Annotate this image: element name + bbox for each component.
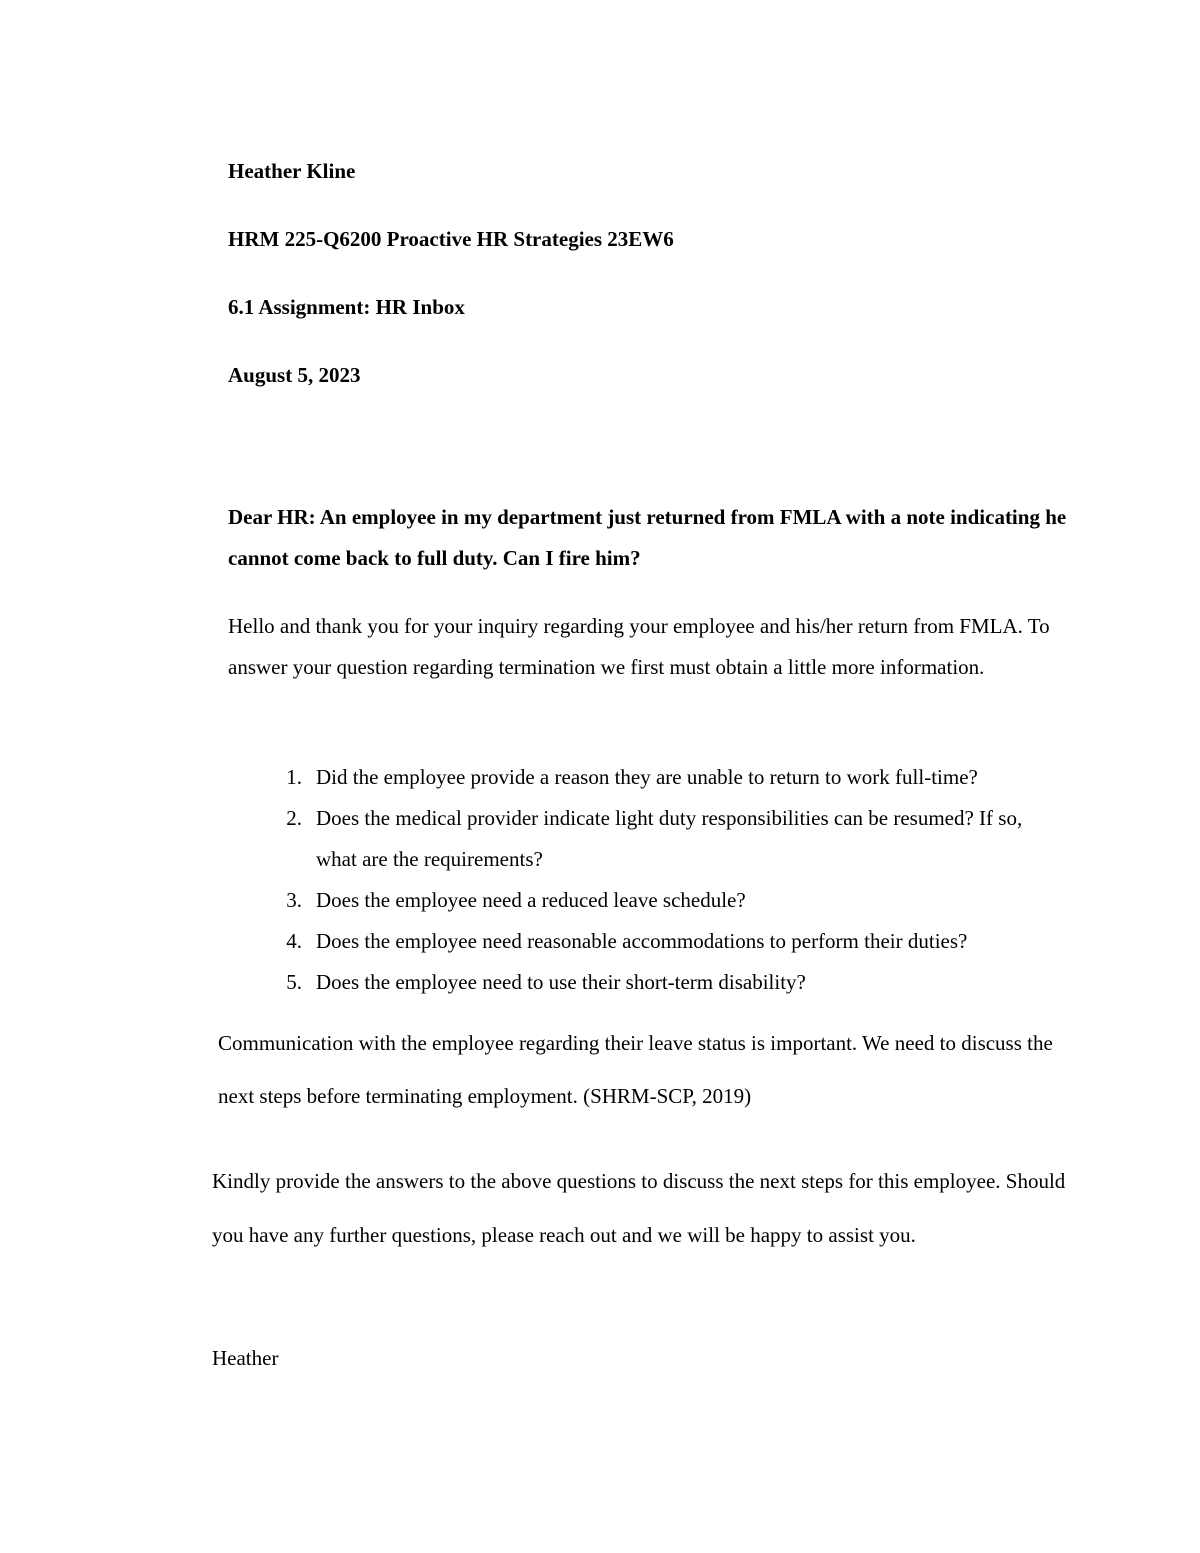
list-item-number: 4.: [286, 929, 302, 953]
list-item-text: Does the employee need a reduced leave schedule?: [316, 888, 746, 912]
list-item-number: 5.: [286, 970, 302, 994]
author-name: Heather Kline: [228, 159, 356, 183]
list-item: [0, 757, 1200, 798]
intro-paragraph: Hello and thank you for your inquiry regarding your employee and his/her return from FMLA. To answer your question regarding termination we first must obtain a little more information.: [228, 614, 1050, 679]
course-title: HRM 225-Q6200 Proactive HR Strategies 23EW6: [228, 227, 674, 251]
list-item-text: Does the employee need to use their short-term disability?: [316, 970, 806, 994]
list-item-text: Does the medical provider indicate light duty responsibilities can be resumed? If so, what are the requirements?: [316, 806, 1023, 871]
list-item: [0, 798, 1200, 880]
list-item-text: Does the employee need reasonable accommodations to perform their duties?: [316, 929, 968, 953]
list-item-number: 2.: [286, 806, 302, 830]
communication-paragraph: Communication with the employee regarding their leave status is important. We need to discuss the next steps before terminating employment. (SHRM-SCP, 2019): [218, 1031, 1053, 1108]
list-item-number: 3.: [286, 888, 302, 912]
signature: Heather: [212, 1346, 279, 1370]
assignment-title: 6.1 Assignment: HR Inbox: [228, 295, 465, 319]
list-item-text: Did the employee provide a reason they are unable to return to work full-time?: [316, 765, 978, 789]
list-item: [0, 921, 1200, 962]
list-item-number: 1.: [286, 765, 302, 789]
inquiry-question: Dear HR: An employee in my department just returned from FMLA with a note indicating he cannot come back to full duty. Can I fire him?: [228, 505, 1067, 570]
list-item: [0, 880, 1200, 921]
question-list: [0, 757, 1200, 1003]
document-date: August 5, 2023: [228, 363, 361, 387]
closing-paragraph: Kindly provide the answers to the above questions to discuss the next steps for this employee. Should you have any further questions, please reach out and we will be happy to assist you.: [212, 1169, 1066, 1247]
list-item: [0, 962, 1200, 1003]
